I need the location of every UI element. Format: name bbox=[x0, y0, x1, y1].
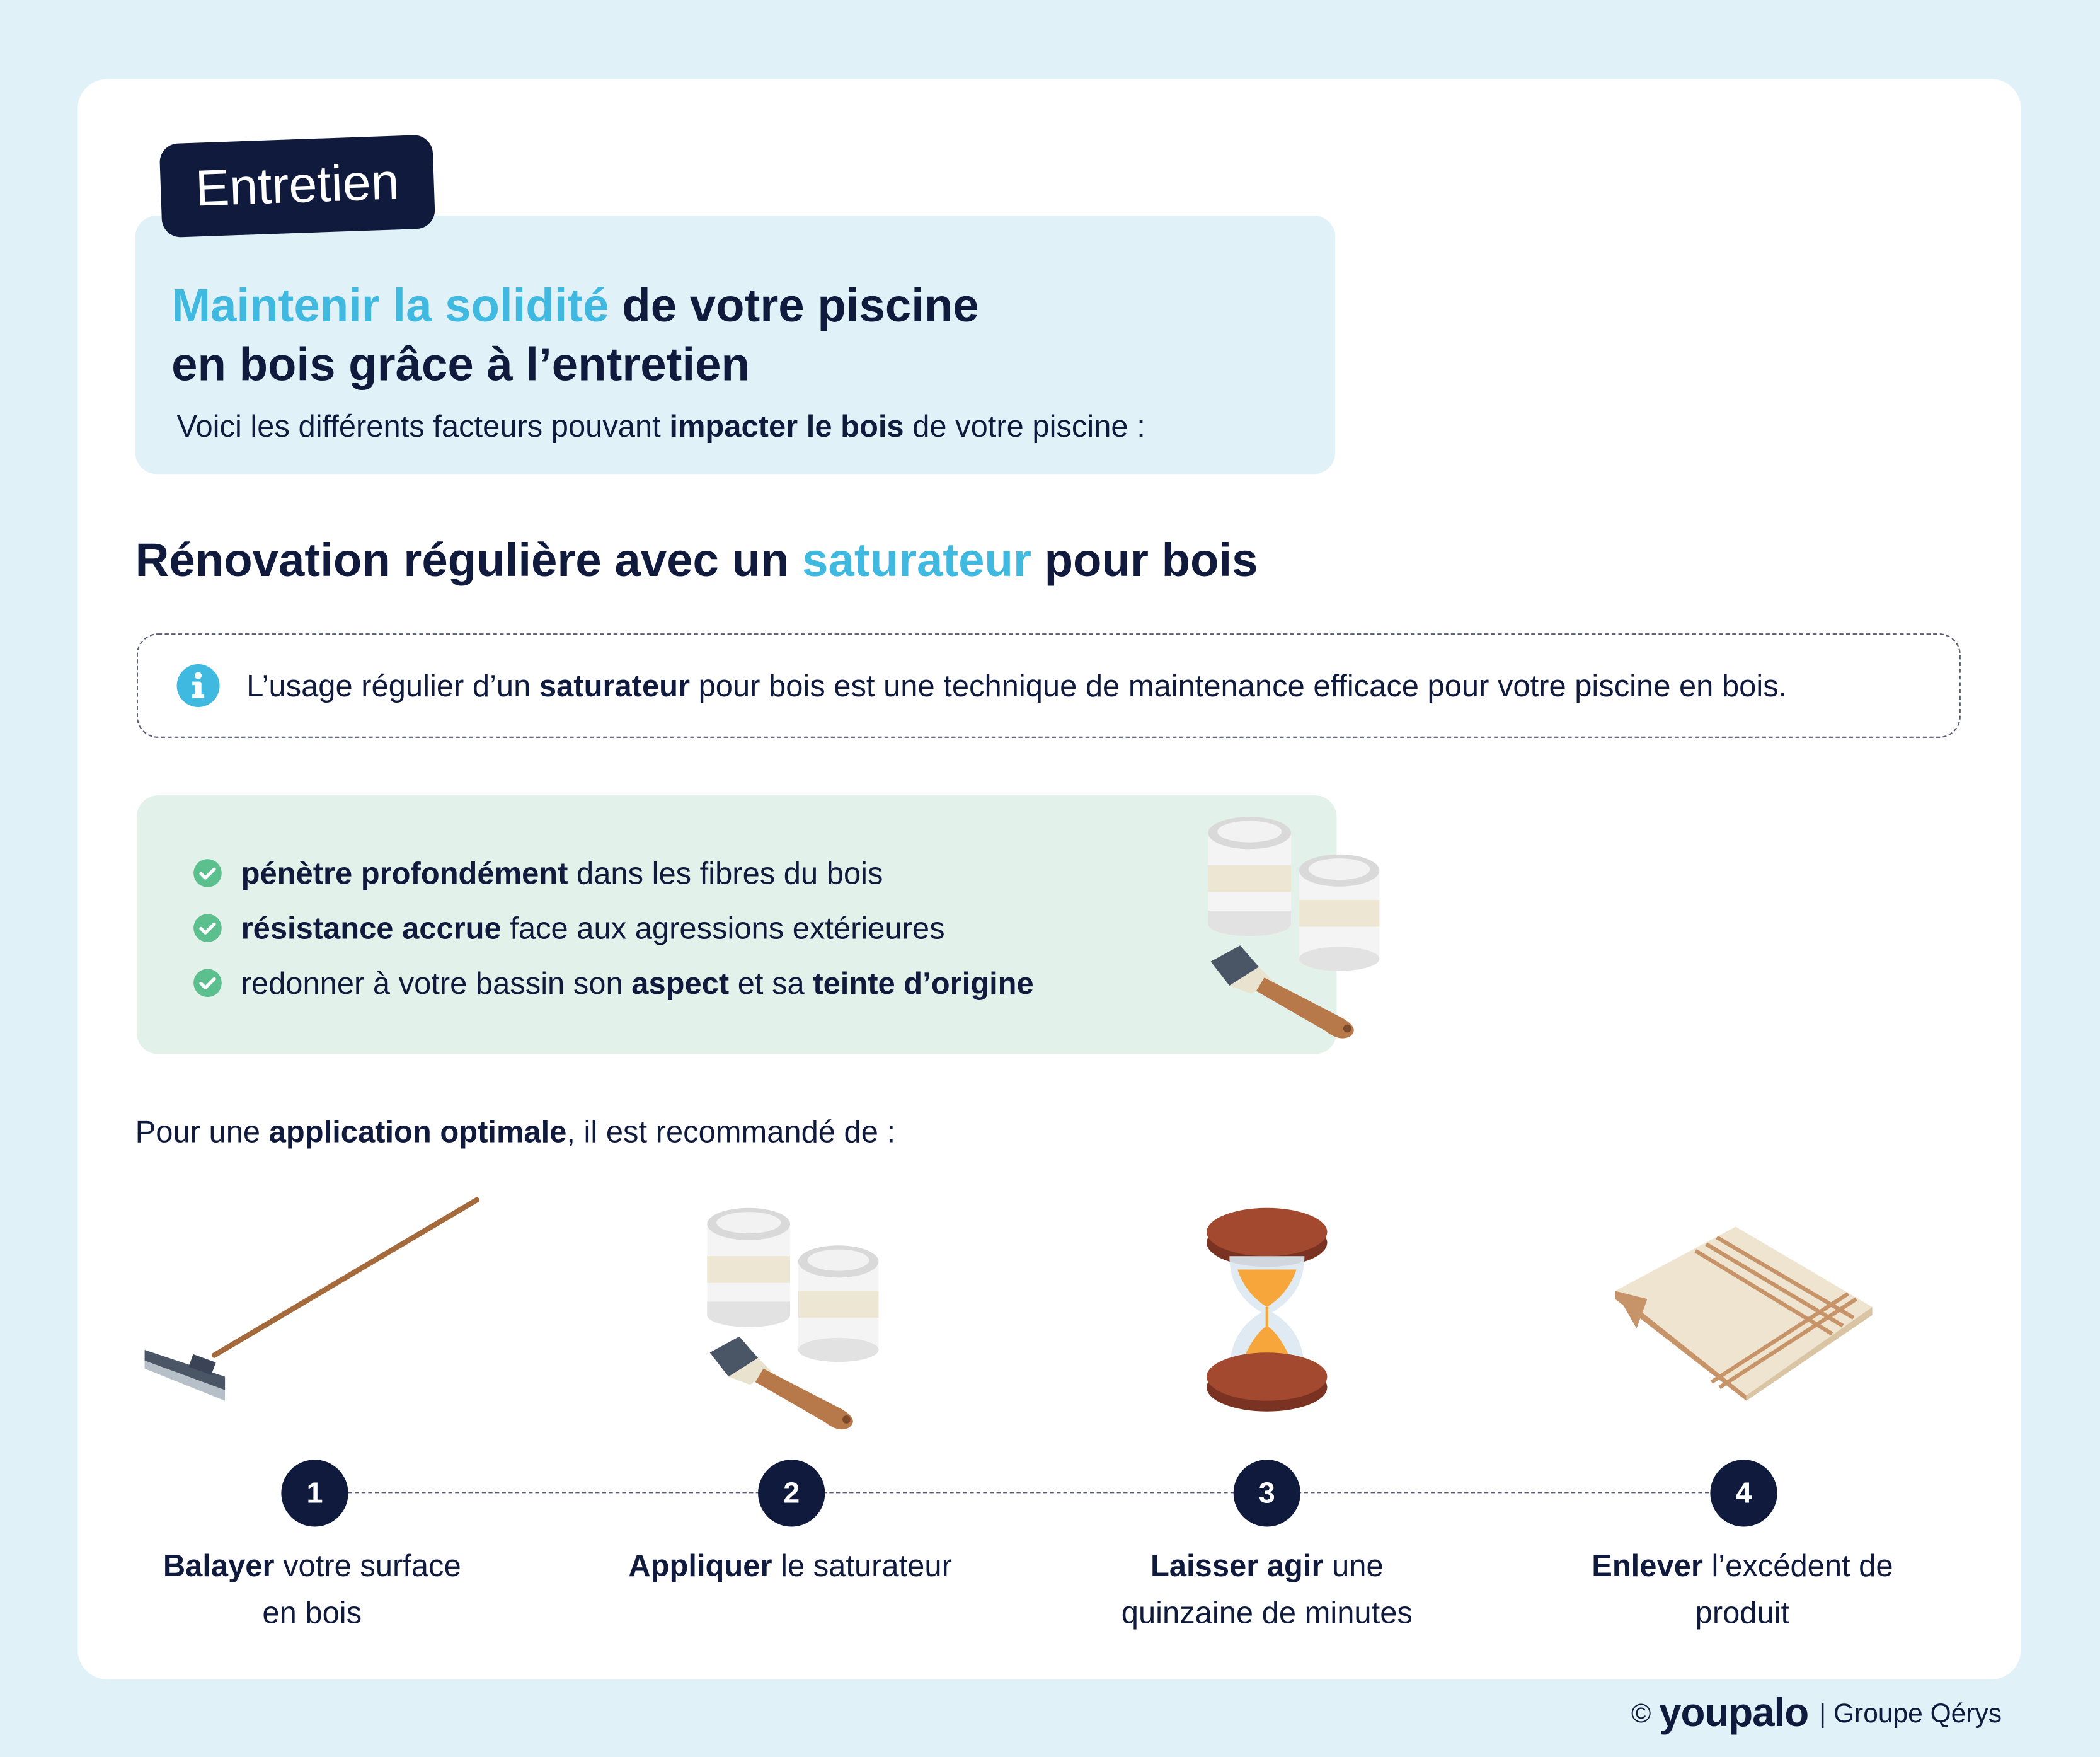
benefit-item bbox=[193, 962, 1034, 1005]
step-label bbox=[98, 1543, 526, 1637]
step-label-text: quinzaine de minutes bbox=[1121, 1594, 1413, 1630]
info-icon bbox=[175, 663, 221, 708]
group-name: | Groupe Qérys bbox=[1819, 1699, 2002, 1729]
check-icon bbox=[193, 858, 222, 888]
step-number: 3 bbox=[1234, 1460, 1300, 1526]
step-label-text: votre surface bbox=[274, 1548, 461, 1583]
step-number: 2 bbox=[758, 1460, 825, 1526]
info-before: L’usage régulier d’un bbox=[246, 668, 539, 703]
paint-cans-brush-illustration bbox=[1197, 804, 1390, 1045]
title-accent: Maintenir la solidité bbox=[171, 280, 609, 332]
cloth-illustration bbox=[1607, 1221, 1878, 1403]
brand-logo: youpalo bbox=[1659, 1691, 1809, 1736]
benefit-bold: pénètre profondément bbox=[241, 855, 568, 891]
step-label-text: l’excédent de bbox=[1702, 1548, 1893, 1583]
step-label-bold: Appliquer bbox=[628, 1548, 772, 1583]
info-after: pour bois est une technique de maintenance efficace pour votre piscine en bois. bbox=[690, 668, 1787, 703]
section-title-after: pour bois bbox=[1031, 534, 1258, 587]
title-line2: en bois grâce à l’entretien bbox=[171, 338, 750, 391]
reco-bold: application optimale bbox=[268, 1114, 567, 1149]
step-number: 4 bbox=[1710, 1460, 1777, 1526]
info-bold: saturateur bbox=[539, 668, 691, 703]
step-label-text: une bbox=[1323, 1548, 1384, 1583]
reco-before: Pour une bbox=[135, 1114, 269, 1149]
benefit-item bbox=[193, 852, 883, 895]
benefit-item bbox=[193, 907, 944, 950]
section-title-before: Rénovation régulière avec un bbox=[135, 534, 803, 587]
page-title bbox=[171, 277, 1323, 395]
push-broom-illustration bbox=[139, 1192, 488, 1412]
copyright-symbol: © bbox=[1631, 1699, 1651, 1729]
step-label-bold: Balayer bbox=[163, 1548, 275, 1583]
steps-connector bbox=[315, 1492, 1743, 1493]
paint-cans-brush-illustration bbox=[696, 1195, 889, 1436]
benefit-text: dans les fibres du bois bbox=[568, 855, 883, 891]
category-tag: Entretien bbox=[159, 134, 436, 238]
hourglass-illustration bbox=[1200, 1195, 1334, 1431]
step-label-text: en bois bbox=[262, 1594, 362, 1630]
benefit-bold: teinte d’origine bbox=[813, 965, 1034, 1001]
benefit-text: face aux agressions extérieures bbox=[501, 911, 945, 946]
step-label-text: le saturateur bbox=[772, 1548, 952, 1583]
step-label-text: produit bbox=[1695, 1594, 1790, 1630]
step-label bbox=[1053, 1543, 1481, 1637]
section-title-accent: saturateur bbox=[802, 534, 1031, 587]
section-title bbox=[135, 531, 1258, 592]
check-icon bbox=[193, 913, 222, 943]
step-label-bold: Laisser agir bbox=[1150, 1548, 1324, 1583]
reco-after: , il est recommandé de : bbox=[566, 1114, 896, 1149]
step-label bbox=[576, 1543, 1004, 1589]
footer bbox=[1631, 1690, 2002, 1739]
step-label-bold: Enlever bbox=[1592, 1548, 1703, 1583]
benefit-bold: aspect bbox=[631, 965, 730, 1001]
intro-after: de votre piscine : bbox=[904, 408, 1145, 444]
benefit-text: et sa bbox=[729, 965, 813, 1001]
info-text bbox=[246, 663, 1787, 708]
step-number: 1 bbox=[281, 1460, 348, 1526]
benefit-text: redonner à votre bassin son bbox=[241, 965, 632, 1001]
step-label bbox=[1528, 1543, 1956, 1637]
intro-bold: impacter le bois bbox=[669, 408, 904, 444]
benefit-bold: résistance accrue bbox=[241, 911, 502, 946]
intro-text bbox=[177, 405, 1145, 447]
title-rest: de votre piscine bbox=[609, 280, 979, 332]
recommendation-text bbox=[135, 1109, 895, 1155]
intro-before: Voici les différents facteurs pouvant bbox=[176, 408, 670, 444]
check-icon bbox=[193, 968, 222, 998]
